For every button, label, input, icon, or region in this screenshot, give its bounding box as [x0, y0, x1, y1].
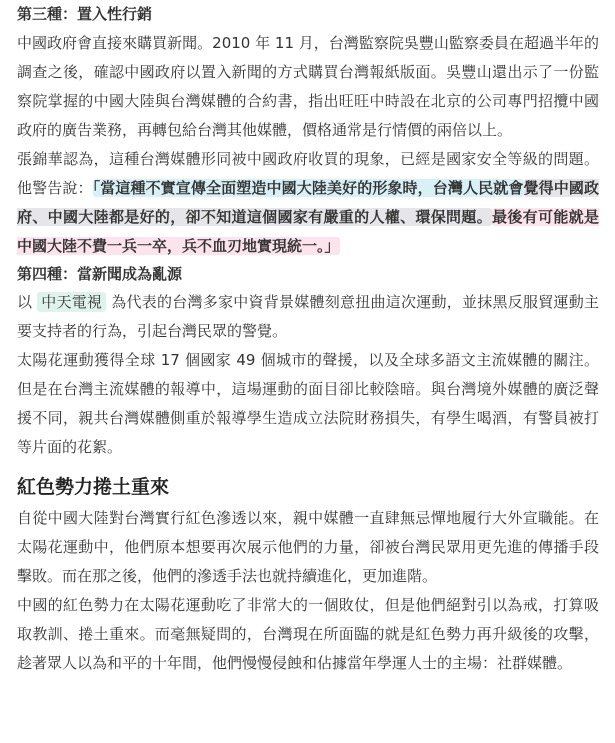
- paragraph-ctitv: [17, 288, 599, 346]
- paragraph-red-comeback: 中國的紅色勢力在太陽花運動吃了非常大的一個敗仗，但是他們絕對引以為戒，打算吸取教訓、捲土重來。而毫無疑問的，台灣現在所面臨的就是紅色勢力再升級後的攻擊，趁著眾人以為和平的十年間，他們慢慢侵蝕和佔據當年學運人士的主場：社群媒體。: [17, 596, 599, 672]
- paragraph-purchased-news: 中國政府會直接來購買新聞。2010 年 11 月，台灣監察院吳豐山監察委員在超過半年的調查之後，確認中國政府以置入新聞的方式購買台灣報紙版面。吳豐山還出示了一份監察院掌握的中國大陸與台灣媒體的合約書，指出旺旺中時設在北京的公司專門招攬中國政府的廣告業務，再轉包給台灣其他媒體，價格通常是行情價的兩倍以上。: [17, 34, 599, 139]
- section-title-red-forces: 紅色勢力捲土重來: [17, 476, 170, 498]
- paragraph-sunflower-support: 太陽花運動獲得全球 17 個國家 49 個城市的聲援，以及全球多語文主流媒體的關注。但是在台灣主流媒體的報導中，這場運動的面目卻比較陰暗。與台灣境外媒體的廣泛聲援不同，親共台灣媒體側重於報導學生造成立法院財務損失，有學生喝酒，有警員被打等片面的花絮。: [17, 351, 599, 456]
- highlighted-quote-part1: 「當這種不實宣傳全面塑造中國大陸美好的形象時，台灣人民就會: [92, 179, 524, 197]
- paragraph-national-security-quote: [17, 145, 599, 261]
- ctitv-prefix: 以: [17, 293, 38, 311]
- highlighted-quote-part2: 覺得中國政府、中國大陸都是好的，卻不知道這個國家有嚴重的人權、環保問題。: [17, 179, 599, 226]
- paragraph-red-infiltration: 自從中國大陸對台灣實行紅色滲透以來，親中媒體一直肆無忌憚地履行大外宣職能。在太陽花運動中，他們原本想要再次展示他們的力量，卻被台灣民眾用更先進的傳播手段擊敗。而在那之後，他們的滲透手法也就持續進化，更加進階。: [17, 509, 599, 585]
- section-heading-news-chaos: 第四種：當新聞成為亂源: [17, 265, 183, 283]
- ctitv-suffix: 為代表的台灣多家中資背景媒體刻意扭曲這次運動，並抹黑反服貿運動主要支持者的行為，引起台灣民眾的警覺。: [17, 293, 599, 340]
- article-body: [17, 4, 615, 678]
- highlighted-quote-part3: 最後有可能就是中國大陸不費一兵一卒，兵不血刃地實現統一。」: [17, 208, 599, 255]
- ctitv-tag: 中天電視: [37, 292, 106, 312]
- quote-intro: 張錦華認為，這種台灣媒體形同被中國政府收買的現象，已經是國家安全等級的問題。他警告說：: [17, 150, 599, 197]
- section-heading-placement-marketing: 第三種：置入性行銷: [17, 5, 153, 23]
